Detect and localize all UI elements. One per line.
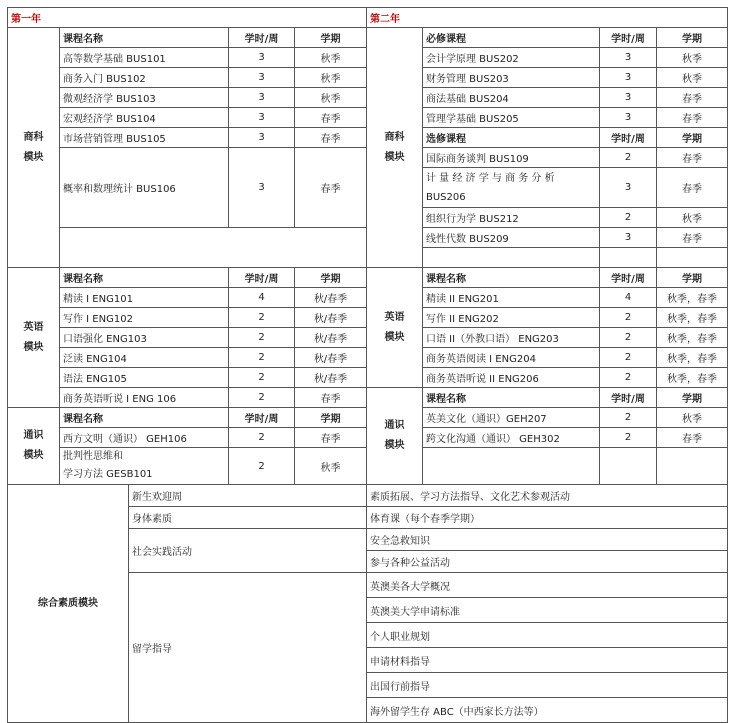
course-name: 泛读 ENG104 <box>60 348 229 368</box>
col-header-hours: 学时/周 <box>600 128 657 148</box>
col-header-hours: 学时/周 <box>600 268 657 288</box>
course-term: 秋季 <box>295 48 367 68</box>
course-term: 秋/春季 <box>295 308 367 328</box>
col-header-term: 学期 <box>657 268 728 288</box>
curriculum-table <box>7 7 728 723</box>
course-term: 秋季，春季 <box>657 348 728 368</box>
col-header-term: 学期 <box>295 268 367 288</box>
activity-item: 英澳美大学申请标准 <box>367 598 728 623</box>
course-name: 写作 II ENG202 <box>423 308 600 328</box>
activity-item: 体育课（每个春季学期） <box>367 507 728 529</box>
course-hours: 2 <box>229 448 295 485</box>
course-term: 秋/春季 <box>295 368 367 388</box>
course-hours: 2 <box>600 208 657 228</box>
activity-item: 海外留学生存 ABC（中西家长方法等） <box>367 698 728 723</box>
activity-item: 申请材料指导 <box>367 648 728 673</box>
course-hours: 4 <box>229 288 295 308</box>
course-name: 商务英语听说 II ENG206 <box>423 368 600 388</box>
table-row <box>8 388 728 408</box>
course-name: 概率和数理统计 BUS106 <box>60 148 229 228</box>
course-name <box>423 248 600 268</box>
col-header-term: 学期 <box>657 128 728 148</box>
course-hours: 3 <box>600 48 657 68</box>
course-hours: 2 <box>229 348 295 368</box>
course-term: 春季 <box>657 168 728 208</box>
course-name: 口语 II（外教口语） ENG203 <box>423 328 600 348</box>
activity-category: 留学指导 <box>129 573 367 723</box>
col-header-course: 课程名称 <box>423 268 600 288</box>
course-name: 精读 I ENG101 <box>60 288 229 308</box>
course-name: 管理学基础 BUS205 <box>423 108 600 128</box>
empty-cell <box>423 448 600 485</box>
course-term: 秋季，春季 <box>657 308 728 328</box>
course-name: 会计学原理 BUS202 <box>423 48 600 68</box>
col-header-required: 必修课程 <box>423 28 600 48</box>
course-term: 秋/春季 <box>295 288 367 308</box>
col-header-course: 课程名称 <box>60 28 229 48</box>
course-term: 春季 <box>657 88 728 108</box>
col-header-term: 学期 <box>657 388 728 408</box>
course-term: 秋季 <box>295 68 367 88</box>
course-hours: 2 <box>229 368 295 388</box>
course-hours: 2 <box>600 308 657 328</box>
col-header-hours: 学时/周 <box>229 268 295 288</box>
course-hours: 2 <box>600 368 657 388</box>
col-header-course: 课程名称 <box>60 408 229 428</box>
activity-item: 安全急救知识 <box>367 529 728 551</box>
year-one-label: 第一年 <box>8 8 367 28</box>
table-row <box>8 28 728 48</box>
course-name: 高等数学基础 BUS101 <box>60 48 229 68</box>
english-module-label-y2: 英语 模块 <box>367 268 423 388</box>
course-term: 春季 <box>657 428 728 448</box>
general-module-label: 通识 模块 <box>8 408 60 485</box>
course-hours: 3 <box>600 88 657 108</box>
course-term <box>657 248 728 268</box>
empty-cell <box>600 448 657 485</box>
course-term: 秋季，春季 <box>657 368 728 388</box>
business-module-label-y2: 商科 模块 <box>367 28 423 268</box>
course-hours: 3 <box>600 168 657 208</box>
course-name-line: 计 量 经 济 学 与 商 务 分 析 <box>426 172 555 184</box>
activity-category: 身体素质 <box>129 507 367 529</box>
course-name: 跨文化沟通（通识） GEH302 <box>423 428 600 448</box>
course-name: 英美文化（通识）GEH207 <box>423 408 600 428</box>
course-name: 国际商务谈判 BUS109 <box>423 148 600 168</box>
course-name: 市场营销管理 BUS105 <box>60 128 229 148</box>
activity-item: 个人职业规划 <box>367 623 728 648</box>
course-name: 精读 II ENG201 <box>423 288 600 308</box>
course-hours: 2 <box>229 428 295 448</box>
course-hours: 3 <box>229 128 295 148</box>
course-term: 秋季 <box>657 408 728 428</box>
col-header-course: 课程名称 <box>423 388 600 408</box>
course-hours: 3 <box>600 108 657 128</box>
course-term: 春季 <box>295 148 367 228</box>
course-hours: 3 <box>229 88 295 108</box>
course-term: 春季 <box>657 148 728 168</box>
course-name: 线性代数 BUS209 <box>423 228 600 248</box>
course-name: 批判性思维和 学习方法 GESB101 <box>60 448 229 485</box>
course-term: 春季 <box>295 108 367 128</box>
col-header-hours: 学时/周 <box>229 408 295 428</box>
course-code-line: BUS206 <box>426 191 466 203</box>
english-module-label: 英语 模块 <box>8 268 60 408</box>
course-name: 西方文明（通识） GEH106 <box>60 428 229 448</box>
course-name: 组织行为学 BUS212 <box>423 208 600 228</box>
course-name: 财务管理 BUS203 <box>423 68 600 88</box>
course-name: 宏观经济学 BUS104 <box>60 108 229 128</box>
col-header-hours: 学时/周 <box>229 28 295 48</box>
activity-item: 参与各种公益活动 <box>367 551 728 573</box>
course-hours: 4 <box>600 288 657 308</box>
general-module-label-y2: 通识 模块 <box>367 388 423 485</box>
course-hours: 3 <box>229 108 295 128</box>
course-term: 秋/春季 <box>295 348 367 368</box>
course-hours: 2 <box>229 308 295 328</box>
table-row <box>8 268 728 288</box>
course-term: 春季 <box>295 428 367 448</box>
course-name: 商务入门 BUS102 <box>60 68 229 88</box>
col-header-term: 学期 <box>295 408 367 428</box>
course-term: 秋季 <box>657 68 728 88</box>
course-hours: 2 <box>600 428 657 448</box>
course-name: 微观经济学 BUS103 <box>60 88 229 108</box>
course-name: 语法 ENG105 <box>60 368 229 388</box>
activity-category: 社会实践活动 <box>129 529 367 573</box>
empty-cell <box>60 228 367 268</box>
activity-item: 素质拓展、学习方法指导、文化艺术参观活动 <box>367 485 728 507</box>
course-term: 春季 <box>657 228 728 248</box>
course-hours: 2 <box>229 328 295 348</box>
col-header-term: 学期 <box>657 28 728 48</box>
course-term: 秋季，春季 <box>657 328 728 348</box>
activity-item: 英澳美各大学概况 <box>367 573 728 598</box>
course-term: 秋季 <box>295 88 367 108</box>
col-header-elective: 选修课程 <box>423 128 600 148</box>
col-header-course: 课程名称 <box>60 268 229 288</box>
business-module-label: 商科 模块 <box>8 28 60 268</box>
year-two-label: 第二年 <box>367 8 728 28</box>
course-term: 秋季 <box>657 48 728 68</box>
activity-category: 新生欢迎周 <box>129 485 367 507</box>
course-term: 秋季 <box>295 448 367 485</box>
course-hours: 2 <box>600 348 657 368</box>
col-header-term: 学期 <box>295 28 367 48</box>
table-row <box>8 8 728 28</box>
course-name: 商法基础 BUS204 <box>423 88 600 108</box>
course-name: 商务英语阅读 I ENG204 <box>423 348 600 368</box>
course-hours <box>600 248 657 268</box>
course-hours: 2 <box>600 328 657 348</box>
course-name: 写作 I ENG102 <box>60 308 229 328</box>
course-term: 春季 <box>295 388 367 408</box>
course-term: 秋季，春季 <box>657 288 728 308</box>
course-term: 春季 <box>657 108 728 128</box>
course-hours: 2 <box>229 388 295 408</box>
course-hours: 3 <box>600 228 657 248</box>
col-header-hours: 学时/周 <box>600 388 657 408</box>
course-hours: 3 <box>229 68 295 88</box>
table-row <box>8 485 728 507</box>
course-name: 口语强化 ENG103 <box>60 328 229 348</box>
course-hours: 3 <box>229 48 295 68</box>
empty-cell <box>657 448 728 485</box>
course-hours: 3 <box>600 68 657 88</box>
col-header-hours: 学时/周 <box>600 28 657 48</box>
course-name <box>423 168 600 208</box>
comprehensive-module-label: 综合素质模块 <box>8 485 129 723</box>
course-hours: 2 <box>600 408 657 428</box>
course-term: 春季 <box>295 128 367 148</box>
course-hours: 2 <box>600 148 657 168</box>
course-term: 秋/春季 <box>295 328 367 348</box>
activity-item: 出国行前指导 <box>367 673 728 698</box>
course-term: 秋季 <box>657 208 728 228</box>
course-hours: 3 <box>229 148 295 228</box>
course-name: 商务英语听说 I ENG 106 <box>60 388 229 408</box>
